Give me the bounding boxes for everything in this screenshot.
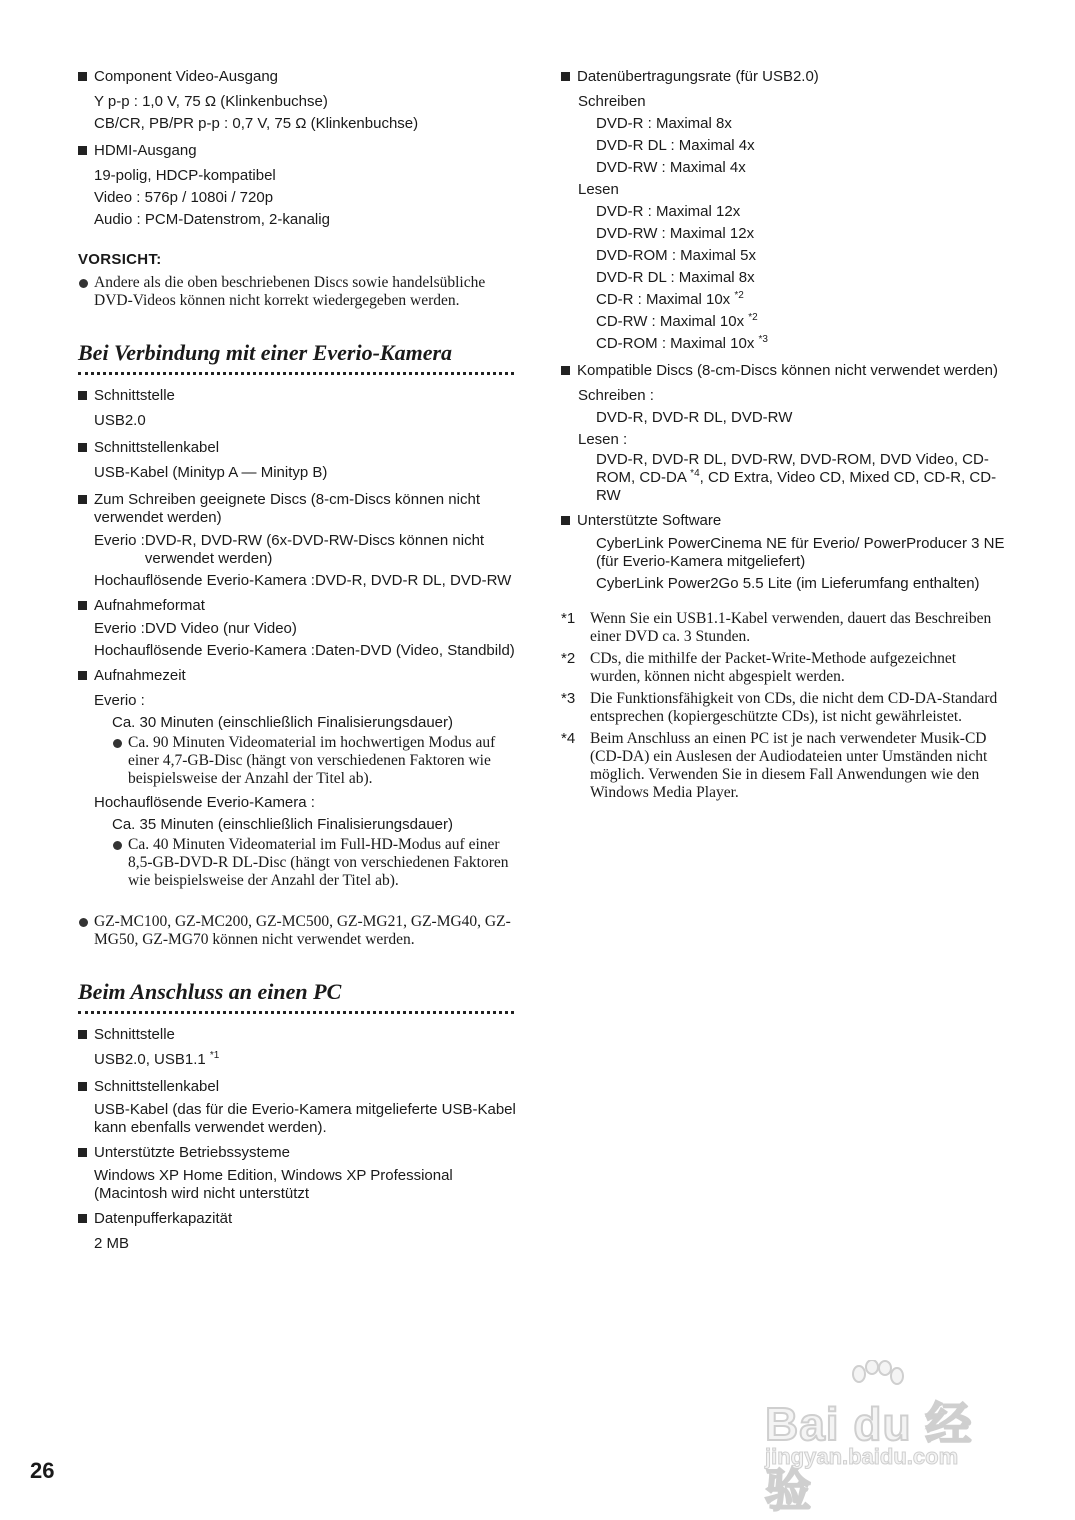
hdmi-line: 19-polig, HDCP-kompatibel (94, 167, 276, 184)
pc-interface-section (78, 1026, 518, 1071)
rate-read-line: DVD-R : Maximal 12x (596, 203, 741, 220)
rate-read-line: DVD-RW : Maximal 12x (596, 225, 755, 242)
caution-title: VORSICHT: (78, 251, 162, 268)
footnote-ref: *2 (748, 312, 758, 323)
pc-interface-value (94, 1049, 518, 1071)
footnote-mark: *4 (561, 730, 576, 747)
watermark-logo: Bai du 经验 (765, 1398, 973, 1516)
pc-interface-title: Schnittstelle (78, 1026, 518, 1044)
kv-key: Everio : (94, 620, 145, 637)
kv-key: Hochauflösende Everio-Kamera : (94, 572, 315, 589)
pc-buffer-section (78, 1210, 518, 1255)
component-video-title: Component Video-Ausgang (78, 68, 518, 86)
pc-buffer-value: 2 MB (94, 1235, 130, 1252)
footnote-text: CDs, die mithilfe der Packet-Write-Methode aufgezeichnet wurden, können nicht abgespielt werden. (590, 650, 957, 685)
kv-key: Hochauflösende Everio-Kamera : (94, 642, 315, 659)
rate-read-line (596, 289, 1006, 311)
everio-format-hd (94, 642, 518, 660)
kv-value: DVD-R, DVD-RW (6x-DVD-RW-Discs können nicht verwendet werden) (144, 532, 485, 567)
hdmi-line: Audio : PCM-Datenstrom, 2-kanalig (94, 211, 330, 228)
footnote (561, 610, 1006, 646)
everio-time-everio-label: Everio : (94, 692, 145, 709)
everio-cable-section (78, 439, 518, 484)
rate-read-line (596, 333, 1006, 355)
pc-heading: Beim Anschluss an einen PC (78, 979, 514, 1014)
rate-write-line: DVD-RW : Maximal 4x (596, 159, 746, 176)
baidu-watermark (765, 1360, 1015, 1516)
kv-value: Daten-DVD (Video, Standbild) (314, 642, 515, 659)
everio-interface-title: Schnittstelle (78, 387, 518, 405)
pc-interface-text: USB2.0, USB1.1 (94, 1051, 210, 1068)
pc-cable-section (78, 1078, 518, 1137)
component-video-section (78, 68, 518, 135)
everio-cable-title: Schnittstellenkabel (78, 439, 518, 457)
everio-discs-hd (94, 572, 518, 590)
component-video-line: Y p-p : 1,0 V, 75 Ω (Klinkenbuchse) (94, 93, 328, 110)
compat-read-value (596, 451, 1006, 505)
footnote-ref: *3 (758, 334, 768, 345)
rate-read-text: CD-R : Maximal 10x (596, 291, 735, 308)
rate-read-label: Lesen (578, 181, 619, 198)
kv-value: DVD-R, DVD-R DL, DVD-RW (314, 572, 512, 589)
everio-format-everio (94, 620, 518, 638)
hdmi-section (78, 142, 518, 231)
compat-write-label: Schreiben : (578, 387, 654, 404)
rate-write-label: Schreiben (578, 93, 646, 110)
software-line: CyberLink PowerCinema NE für Everio/ PowerProducer 3 NE (für Everio-Kamera mitgeliefert) (596, 535, 1005, 570)
footnote (561, 730, 1006, 802)
software-title: Unterstützte Software (561, 512, 1006, 530)
everio-time-section (78, 667, 518, 890)
footnote-text: Die Funktionsfähigkeit von CDs, die nicht dem CD-DA-Standard entsprechen (kopiergeschützte CDs), ist nicht gewährleistet. (590, 690, 998, 725)
hdmi-title: HDMI-Ausgang (78, 142, 518, 160)
everio-interface-section (78, 387, 518, 432)
everio-heading: Bei Verbindung mit einer Everio-Kamera (78, 340, 514, 375)
footnote-text: Beim Anschluss an einen PC ist je nach verwendeter Musik-CD (CD-DA) ein Auslesen der Audiodateien unter Umständen nicht möglich. Verwenden Sie in diesem Fall Anwendungen wie den Windows Media Player. (590, 730, 988, 801)
compat-section (561, 362, 1006, 505)
rate-write-line: DVD-R DL : Maximal 4x (596, 137, 755, 154)
pc-cable-title: Schnittstellenkabel (78, 1078, 518, 1096)
footnote-mark: *1 (561, 610, 576, 627)
compat-read-text: , CD Extra, Video CD, Mixed CD, CD-R, CD-RW (596, 469, 997, 504)
everio-discs-everio (94, 532, 518, 568)
everio-discs-section (78, 491, 518, 590)
rate-read-text: CD-RW : Maximal 10x (596, 313, 749, 330)
everio-interface-value: USB2.0 (94, 412, 146, 429)
rate-section (561, 68, 1006, 355)
footnote-ref: *1 (209, 1050, 220, 1061)
footnote-mark: *2 (561, 650, 576, 667)
hdmi-line: Video : 576p / 1080i / 720p (94, 189, 274, 206)
compat-title: Kompatible Discs (8-cm-Discs können nicht verwendet werden) (561, 362, 1006, 380)
everio-models-note: GZ-MC100, GZ-MC200, GZ-MC500, GZ-MG21, GZ-MG40, GZ-MG50, GZ-MG70 können nicht verwendet werden. (78, 913, 518, 949)
software-section (561, 512, 1006, 593)
footnote-mark: *3 (561, 690, 576, 707)
rate-read-line (596, 311, 1006, 333)
footnote-ref: *2 (734, 290, 744, 301)
pc-os-value: Windows XP Home Edition, Windows XP Professional (Macintosh wird nicht unterstützt (94, 1167, 453, 1202)
right-column (561, 68, 1006, 806)
everio-cable-value: USB-Kabel (Minityp A — Minityp B) (94, 464, 328, 481)
compat-read-text: DVD-R, DVD-R DL, DVD-RW, DVD-ROM, DVD Video, CD-ROM, CD-DA (596, 451, 989, 486)
rate-write-line: DVD-R : Maximal 8x (596, 115, 732, 132)
footnote (561, 650, 1006, 686)
component-video-line: CB/CR, PB/PR p-p : 0,7 V, 75 Ω (Klinkenbuchse) (94, 115, 419, 132)
kv-key: Everio : (94, 532, 145, 549)
footnote-text: Wenn Sie ein USB1.1-Kabel verwenden, dauert das Beschreiben einer DVD ca. 3 Stunden. (590, 610, 992, 645)
software-line: CyberLink Power2Go 5.5 Lite (im Lieferumfang enthalten) (596, 575, 980, 592)
rate-read-line: DVD-ROM : Maximal 5x (596, 247, 757, 264)
pc-os-section (78, 1144, 518, 1203)
rate-read-line: DVD-R DL : Maximal 8x (596, 269, 755, 286)
everio-format-section (78, 597, 518, 660)
everio-discs-title: Zum Schreiben geeignete Discs (8-cm-Discs können nicht verwendet werden) (78, 491, 518, 527)
watermark-url: jingyan.baidu.com (765, 1444, 959, 1469)
pc-buffer-title: Datenpufferkapazität (78, 1210, 518, 1228)
footnote (561, 690, 1006, 726)
compat-write-value: DVD-R, DVD-R DL, DVD-RW (596, 409, 793, 426)
page-number: 26 (30, 1458, 55, 1483)
everio-time-everio-note: Ca. 90 Minuten Videomaterial im hochwertigen Modus auf einer 4,7-GB-Disc (hängt von verschiedenen Faktoren wie beispielsweise der Anzahl der Titel ab). (112, 734, 518, 788)
pc-cable-value: USB-Kabel (das für die Everio-Kamera mitgelieferte USB-Kabel kann ebenfalls verwendet werden). (94, 1101, 516, 1136)
pc-os-title: Unterstützte Betriebssysteme (78, 1144, 518, 1162)
everio-time-everio-value: Ca. 30 Minuten (einschließlich Finalisierungsdauer) (112, 714, 453, 731)
everio-time-hd-value: Ca. 35 Minuten (einschließlich Finalisierungsdauer) (112, 816, 453, 833)
everio-format-title: Aufnahmeformat (78, 597, 518, 615)
everio-time-title: Aufnahmezeit (78, 667, 518, 685)
everio-time-hd-label: Hochauflösende Everio-Kamera : (94, 794, 315, 811)
footnote-ref: *4 (690, 468, 700, 479)
rate-title: Datenübertragungsrate (für USB2.0) (561, 68, 1006, 86)
compat-read-label: Lesen : (578, 431, 628, 448)
everio-time-hd-note: Ca. 40 Minuten Videomaterial im Full-HD-Modus auf einer 8,5-GB-DVD-R DL-Disc (hängt von verschiedenen Faktoren wie beispielsweise der Anzahl der Titel ab). (112, 836, 518, 890)
left-column (78, 68, 518, 1262)
kv-value: DVD Video (nur Video) (144, 620, 297, 637)
caution-text: Andere als die oben beschriebenen Discs sowie handelsübliche DVD-Videos können nicht korrekt wiedergegeben werden. (78, 274, 518, 310)
rate-read-text: CD-ROM : Maximal 10x (596, 335, 759, 352)
